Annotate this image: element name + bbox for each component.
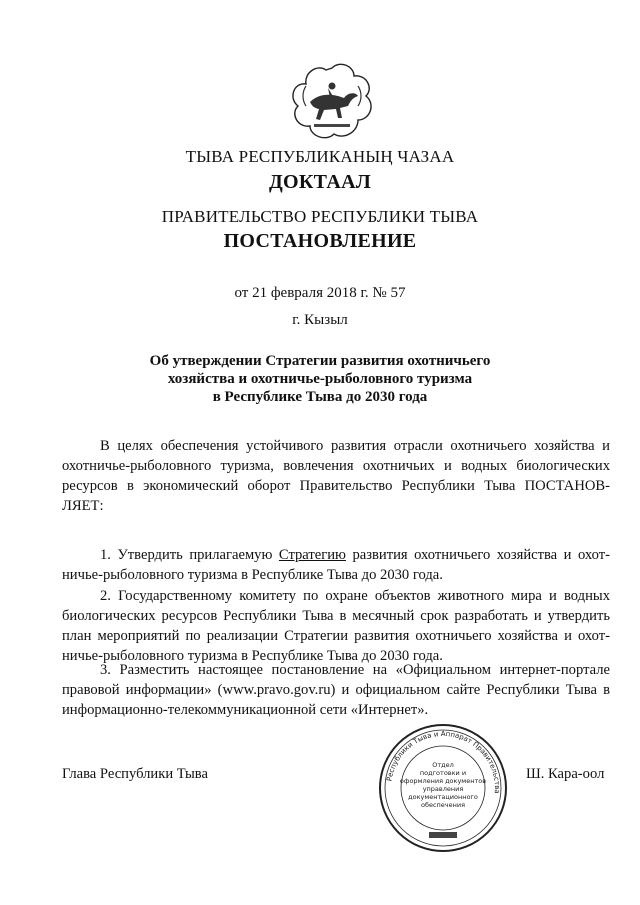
preamble-paragraph: В целях обеспечения устойчивого развития отрасли охотничьего хозяйства и охотничье-рыболовного туризма, вовлечения охотничьих и водных биологических ресурсов в экономический оборот Правительство Республики Тыва ПОСТАНОВ-ЛЯЕТ: bbox=[62, 438, 610, 514]
signatory-name: Ш. Кара-оол bbox=[526, 766, 605, 782]
stamp-center-line: оформления документов bbox=[399, 777, 487, 785]
title-line: Об утверждении Стратегии развития охотничьего bbox=[149, 353, 491, 369]
strategy-link[interactable]: Стратегию bbox=[278, 547, 346, 563]
stamp-center-line: обеспечения bbox=[420, 801, 466, 809]
document-city: г. Кызыл bbox=[292, 312, 348, 328]
tyva-doc-type: ДОКТААЛ bbox=[268, 171, 372, 193]
title-line: хозяйства и охотничье-рыболовного туризма bbox=[167, 371, 473, 387]
stamp-center-line: управления bbox=[422, 785, 464, 793]
stamp-ring-text: Республики Тыва и Аппарат Правительства bbox=[385, 729, 502, 794]
title-line: в Республике Тыва до 2030 года bbox=[212, 389, 428, 405]
official-stamp bbox=[377, 722, 509, 854]
stamp-serial-mark bbox=[429, 832, 457, 838]
stamp-center-line: документационного bbox=[408, 793, 478, 801]
item-3-paragraph: 3. Разместить настоящее постановление на «Официальном интернет-портале правовой информации» (www.pravo.gov.ru) и официальном сайте Республики Тыва в информационно-телекоммуникационной сети «Интернет». bbox=[62, 662, 610, 718]
item-2-paragraph: 2. Государственному комитету по охране объектов животного мира и водных биологических ресурсов Республики Тыва в месячный срок разработать и утвердить план мероприятий по реализации Стратегии развития охотничьего хозяйства и охот-ничье-рыболовного туризма в Республике Тыва до 2030 года. bbox=[62, 588, 610, 664]
stamp-center-line: Отдел bbox=[432, 761, 454, 769]
ru-authority-title: ПРАВИТЕЛЬСТВО РЕСПУБЛИКИ ТЫВА bbox=[161, 207, 479, 226]
ru-doc-type: ПОСТАНОВЛЕНИЕ bbox=[223, 230, 417, 252]
document-title bbox=[0, 352, 640, 406]
item-1-text-start: 1. Утвердить прилагаемую bbox=[100, 547, 279, 563]
signatory-position: Глава Республики Тыва bbox=[62, 766, 208, 782]
tyva-authority-title: ТЫВА РЕСПУБЛИКАНЫҢ ЧАЗАА bbox=[185, 147, 455, 166]
coat-of-arms-emblem bbox=[288, 62, 376, 142]
item-1-paragraph bbox=[62, 545, 610, 585]
item-1-text-end: развития охотничьего хозяйства и охот-ничье-рыболовного туризма в Республике Тыва до 2030 года. bbox=[62, 547, 611, 583]
document-date-number: от 21 февраля 2018 г. № 57 bbox=[234, 285, 406, 301]
stamp-center-line: подготовки и bbox=[419, 769, 467, 777]
